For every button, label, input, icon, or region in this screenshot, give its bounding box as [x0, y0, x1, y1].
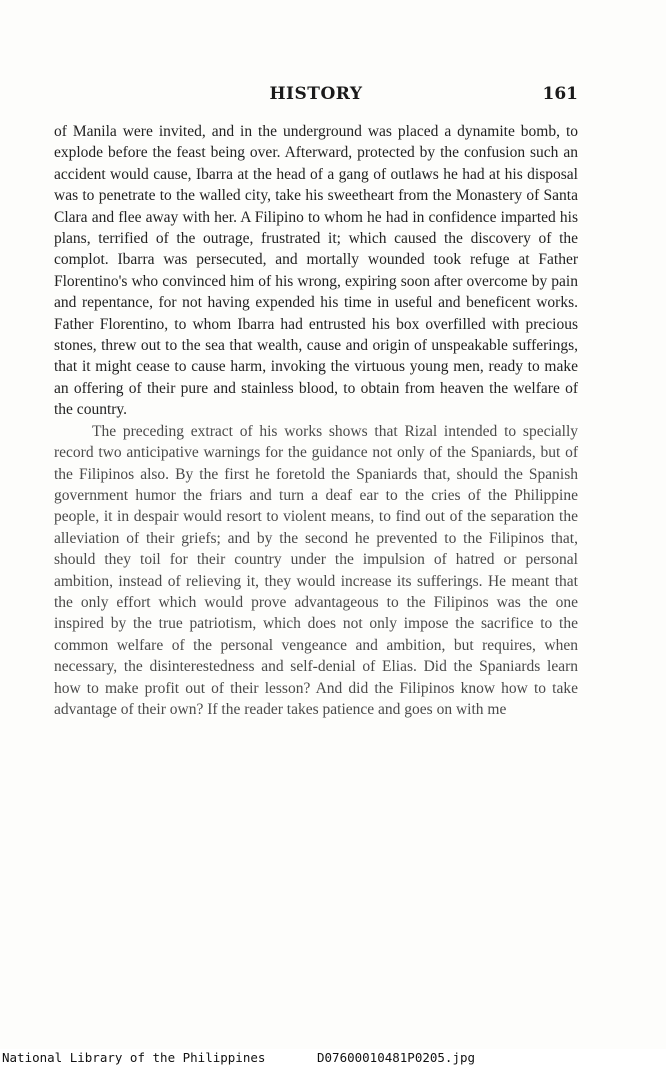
body-text	[54, 121, 578, 720]
paragraph-continuation: of Manila were invited, and in the underground was placed a dynamite bomb, to explode before the feast being over. Afterward, protected by the confusion such an accident would cause, Ibarra at the head of a gang of outlaws he had at his disposal was to penetrate to the walled city, take his sweetheart from the Monastery of Santa Clara and flee away with her. A Filipino to whom he had in confidence imparted his plans, terrified of the outrage, frustrated it; which caused the discovery of the complot. Ibarra was persecuted, and mortally wounded took refuge at Father Florentino's who convinced him of his wrong, expiring soon after overcome by pain and repentance, for not having expended his time in useful and beneficent works. Father Florentino, to whom Ibarra had entrusted his box overfilled with precious stones, threw out to the sea that wealth, cause and origin of unspeakable sufferings, that it might cease to cause harm, invoking the virtuous young men, ready to make an offering of their pure and stainless blood, to obtain from heaven the welfare of the country.	[54, 123, 578, 419]
scan-filename: D07600010481P0205.jpg	[317, 1050, 476, 1065]
page-number: 161	[542, 84, 578, 104]
library-credit: National Library of the Philippines	[2, 1050, 266, 1065]
running-head	[54, 84, 578, 108]
scan-footer	[0, 1049, 666, 1066]
paragraph-rizal-warnings: The preceding extract of his works shows that Rizal intended to specially record two anticipative warnings for the guidance not only of the Spaniards, but of the Filipinos also. By the first he foretold the Spaniards that, should the Spanish government humor the friars and turn a deaf ear to the cries of the Philippine people, it in despair would resort to violent means, to find out of the separation the alleviation of their griefs; and by the second he prevented to the Filipinos that, should they toil for their country under the impulsion of hatred or personal ambition, instead of relieving it, they would increase its sufferings. He meant that the only effort which would prove advantageous to the Filipinos was the one inspired by the true patriotism, which does not only impose the sacrifice to the common welfare of the personal vengeance and ambition, but requires, when necessary, the disinterestedness and self-denial of Elias. Did the Spaniards learn how to make profit out of their lesson? And did the Filipinos know how to take advantage of their own? If the reader takes patience and goes on with me	[54, 422, 578, 718]
running-title: HISTORY	[269, 84, 363, 104]
